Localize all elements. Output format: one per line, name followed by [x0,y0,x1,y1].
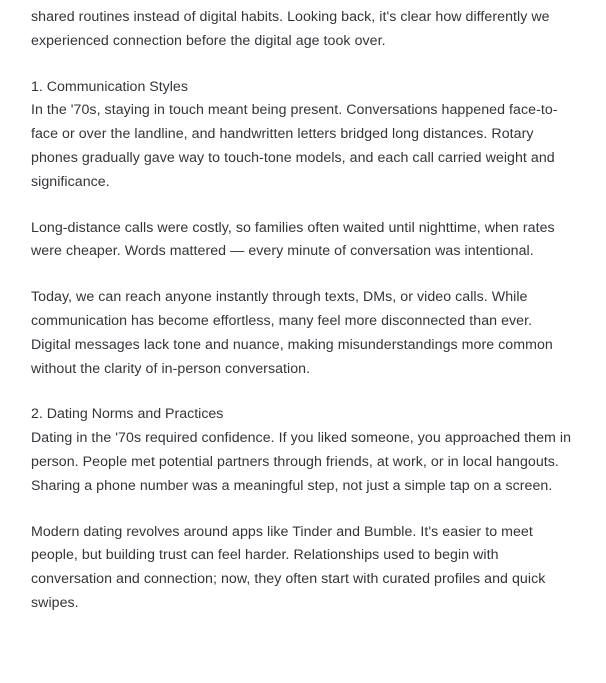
document-block-today-communication [31,286,572,381]
section-heading: 2. Dating Norms and Practices [31,406,224,423]
document-block-intro [31,6,572,54]
document-block-modern-dating [31,521,572,616]
paragraph-text: shared routines instead of digital habits. Looking back, it's clear how differently we experienced connection before the digital age took over. [31,9,550,49]
section-heading: 1. Communication Styles [31,78,188,95]
paragraph-text: Modern dating revolves around apps like Tinder and Bumble. It's easier to meet people, but building trust can feel harder. Relationships used to begin with conversation and connection; now, they often start with curated profiles and quick swipes. [31,523,546,611]
document-block-long-distance [31,217,572,265]
document-block-dating-norms [31,403,572,498]
paragraph-text: Long-distance calls were costly, so families often waited until nighttime, when rates were cheaper. Words mattered — every minute of conversation was intentional. [31,219,555,260]
paragraph-text: Dating in the '70s required confidence. If you liked someone, you approached them in person. People met potential partners through friends, at work, or in local hangouts. Sharing a phone number was a meaningful step, not just a simple tap on a screen. [31,430,572,494]
document-block-communication-styles [31,76,572,195]
paragraph-text: Today, we can reach anyone instantly through texts, DMs, or video calls. While communication has become effortless, many feel more disconnected than ever. Digital messages lack tone and nuance, making misunderstandings more common without the clarity of in-person conversation. [31,289,553,377]
paragraph-text: In the '70s, staying in touch meant being present. Conversations happened face-to-face or over the landline, and handwritten letters bridged long distances. Rotary phones gradually gave way to touch-tone models, and each call carried weight and significance. [31,102,558,190]
